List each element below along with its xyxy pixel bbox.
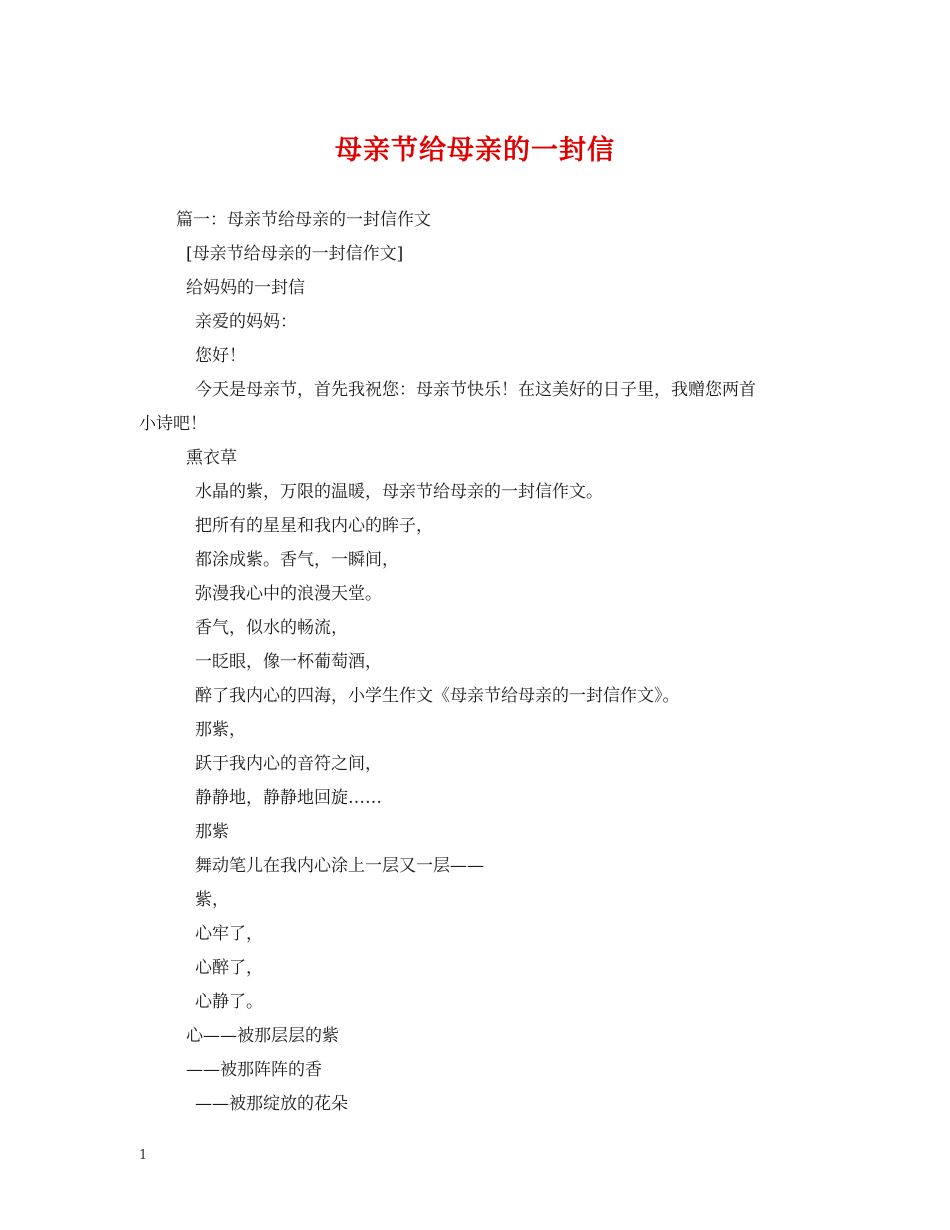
greeting: 您好！ — [195, 346, 246, 366]
poem-line: 那紫， — [195, 720, 246, 740]
poem-line: 静静地，静静地回旋…… — [195, 788, 382, 808]
poem-line: 香气，似水的畅流， — [195, 618, 348, 638]
letter-title: 给妈妈的一封信 — [186, 278, 305, 298]
poem-title: 熏衣草 — [186, 448, 237, 468]
poem-line: 弥漫我心中的浪漫天堂。 — [195, 584, 382, 604]
paragraph-line: 今天是母亲节，首先我祝您：母亲节快乐！在这美好的日子里，我赠您两首 — [195, 380, 756, 400]
poem-line: 紫， — [195, 890, 229, 910]
poem-line: 跃于我内心的音符之间， — [195, 754, 382, 774]
poem-line: 那紫 — [195, 822, 229, 842]
poem-line: ——被那绽放的花朵 — [195, 1094, 348, 1114]
page-title: 母亲节给母亲的一封信 — [335, 135, 615, 166]
poem-line: 心静了。 — [195, 992, 263, 1012]
poem-line: 水晶的紫，万限的温暖，母亲节给母亲的一封信作文。 — [195, 482, 603, 502]
poem-line: 醉了我内心的四海，小学生作文《母亲节给母亲的一封信作文》。 — [195, 686, 680, 706]
poem-line: 把所有的星星和我内心的眸子， — [195, 516, 433, 536]
text-line: [母亲节给母亲的一封信作文] — [186, 244, 404, 264]
poem-line: 心牢了， — [195, 924, 263, 944]
paragraph-line: 小诗吧！ — [139, 414, 207, 434]
section-heading: 篇一：母亲节给母亲的一封信作文 — [176, 210, 431, 230]
poem-line: ——被那阵阵的香 — [186, 1060, 322, 1080]
poem-line: 一眨眼，像一杯葡萄酒， — [195, 652, 382, 672]
poem-line: 都涂成紫。香气，一瞬间， — [195, 550, 399, 570]
salutation: 亲爱的妈妈： — [195, 312, 297, 332]
page-number: 1 — [139, 1148, 148, 1163]
poem-line: 心——被那层层的紫 — [186, 1026, 339, 1046]
poem-line: 舞动笔儿在我内心涂上一层又一层—— — [195, 856, 484, 876]
poem-line: 心醉了， — [195, 958, 263, 978]
